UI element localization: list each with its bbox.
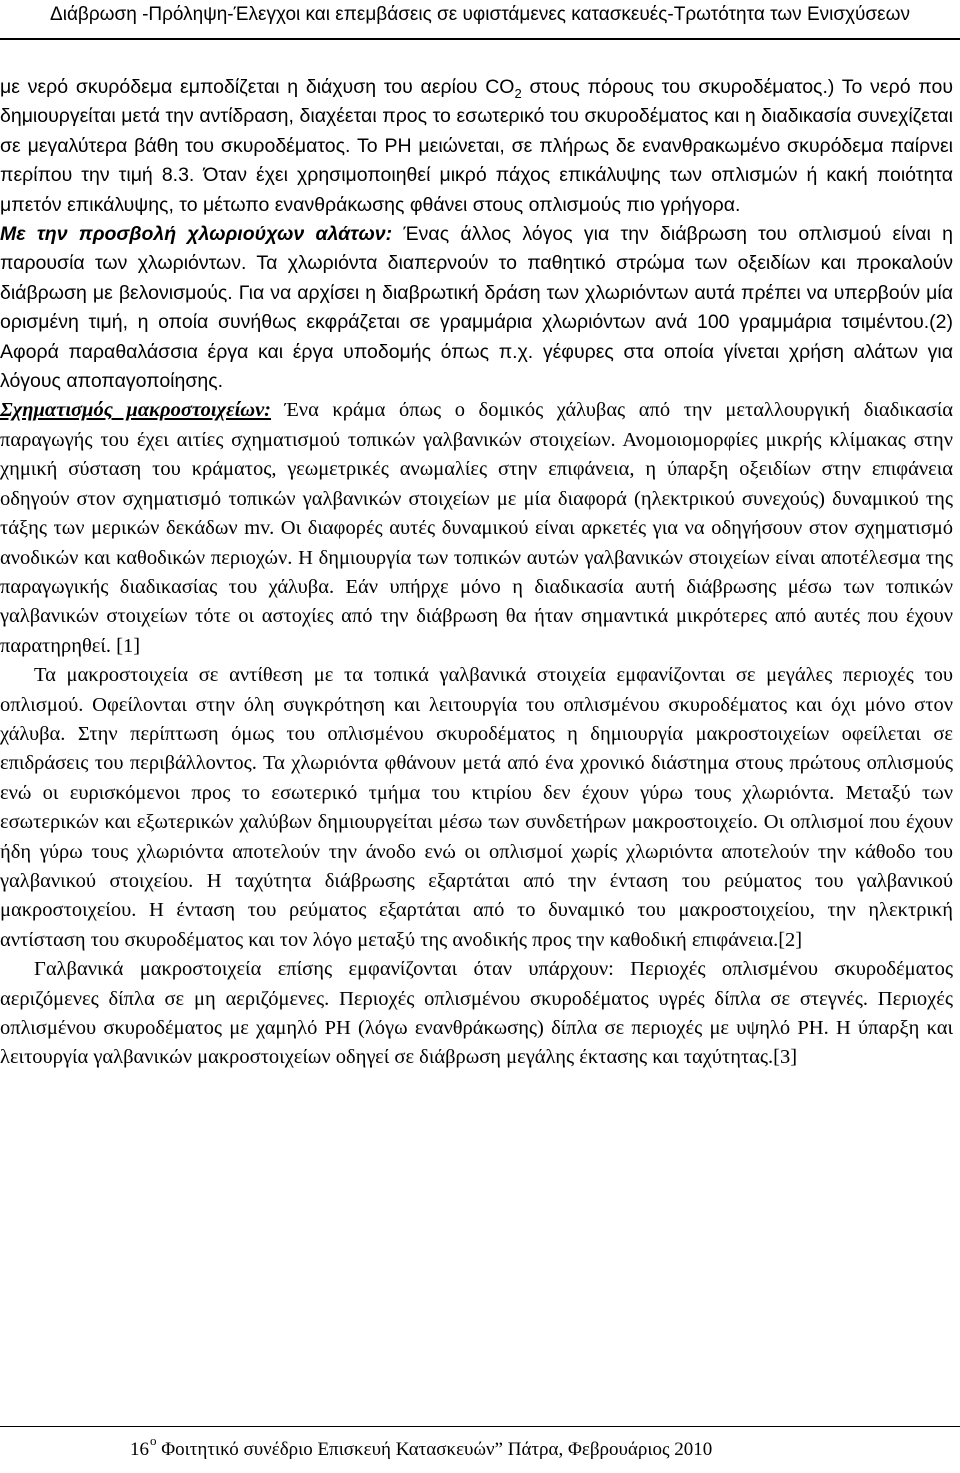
conference-number: 16 [130,1439,149,1460]
macrocells-text: Ένα κράμα όπως ο δομικός χάλυβας από την μεταλλουργική διαδικασία παραγωγής του έχει αιτίες σχηματισμού τοπικών γαλβανικών στοιχείων. Ανομοιομορφίες μικρής κλίμακας στην χημική σύσταση του κράματος, γεωμετρικές ανωμαλίες στην επιφάνεια, η ύπαρξη οξειδίων στην επιφάνεια οδηγούν στον σχηματισμό τοπικών γαλβανικών στοιχείων με μία διαφορά (ηλεκτρικού συνεχούς) δυναμικού της τάξης των μερικών δεκάδων mv. Οι διαφορές αυτές δυναμικού είναι αρκετές για να οδηγήσουν στον σχηματισμό ανοδικών και καθοδικών περιοχών. Η δημιουργία των τοπικών αυτών γαλβανικών στοιχείων είναι αποτέλεσμα της παραγωγικής διαδικασίας του χάλυβα. Εάν υπήρχε μόνο η διαδικασία αυτή διάβρωσης μέσω των τοπικών γαλβανικών στοιχείων τότε οι αστοχίες από την διάβρωση θα ήταν σημαντικά μικρότερες από αυτές που έχουν παρατηρηθεί. [1] [0,399,953,657]
footer-divider [0,1426,960,1427]
chlorides-heading: Με την προσβολή χλωριούχων αλάτων: [0,223,393,246]
ordinal-marker: ο [150,1433,157,1448]
co2-subscript: 2 [514,86,522,101]
carbonation-text-start: με νερό σκυρόδεμα εμποδίζεται η διάχυση του αερίου CO [0,76,515,98]
chlorides-text: Ένας άλλος λόγος για την διάβρωση του οπλισμού είναι η παρουσία των χλωριόντων. Τα χλωριόντα διαπερνούν το παθητικό στρώμα των οξειδίων και προκαλούν διάβρωση με βελονισμούς. Για να αρχίσει η διαβρωτική δράση των χλωριόντων αυτά πρέπει να υπερβούν μία ορισμένη τιμή, η οποία συνήθως εκφράζεται σε γραμμάρια χλωριόντων ανά 100 γραμμάρια τσιμέντου.(2) Αφορά παραθαλάσσια έργα και έργα υποδομής όπως π.χ. γέφυρες στα οποία γίνεται χρήση αλάτων για λόγους αποπαγοποίησης. [0,223,953,393]
header-divider [0,38,960,40]
chlorides-paragraph [0,220,953,396]
document-body [0,73,953,1073]
conference-title: Φοιτητικό συνέδριο Επισκευή Κατασκευών” Πάτρα, Φεβρουάριος 2010 [156,1439,713,1460]
conditions-paragraph: Γαλβανικά μακροστοιχεία επίσης εμφανίζονται όταν υπάρχουν: Περιοχές οπλισμένου σκυροδέματος αεριζόμενες δίπλα σε μη αεριζόμενες. Περιοχές οπλισμένου σκυροδέματος υγρές δίπλα σε στεγνές. Περιοχές οπλισμένου σκυροδέματος με χαμηλό PH (λόγω ενανθράκωσης) δίπλα σε περιοχές με υψηλό PH. Η ύπαρξη και λειτουργία γαλβανικών μακροστοιχείων οδηγεί σε διάβρωση μεγάλης έκτασης και ταχύτητας.[3] [0,958,953,1069]
page-footer [130,1433,830,1464]
carbonation-text-rest: στους πόρους του σκυροδέματος.) Το νερό που δημιουργείται μετά την αντίδραση, διαχέεται προς το εσωτερικό του σκυροδέματος και η διαδικασία συνεχίζεται σε μεγαλύτερα βάθη του σκυροδέματος. Το PH μειώνεται, σε πλήρως δε ενανθρακωμένο σκυρόδεμα παίρνει περίπου την τιμή 8.3. Όταν έχει χρησιμοποιηθεί μικρό πάχος επικάλυψης των οπλισμών ή κακή ποιότητα μπετόν επικάλυψης, το μέτωπο ενανθράκωσης φθάνει στους οπλισμούς πιο γρήγορα. [0,76,953,216]
macrocells-heading: Σχηματισμός μακροστοιχείων: [0,399,272,422]
macrocells-paragraph [0,396,953,661]
macro-vs-local-paragraph: Τα μακροστοιχεία σε αντίθεση με τα τοπικά γαλβανικά στοιχεία εμφανίζονται σε μεγάλες περιοχές του οπλισμού. Οφείλονται στην όλη συγκρότηση και λειτουργία του οπλισμένου σκυροδέματος και όχι μόνο στον χάλυβα. Στην περίπτωση όμως του οπλισμένου σκυροδέματος η δημιουργία μακροστοιχείων οφείλεται σε επιδράσεις του περιβάλλοντος. Τα χλωριόντα φθάνουν μετά από ένα χρονικό διάστημα στους πρώτους οπλισμούς ενώ οι ευρισκόμενοι προς το εσωτερικό τμήμα του κτιρίου δεν έχουν γύρω τους χλωριόντα. Μεταξύ των εσωτερικών και εξωτερικών χαλύβων δημιουργείται μέσω των συνδετήρων μακροστοιχείο. Οι οπλισμοί που έχουν ήδη γύρω τους χλωριόντα αποτελούν την άνοδο ενώ οι οπλισμοί χωρίς χλωριόντα αποτελούν την κάθοδο του γαλβανικού στοιχείου. Η ταχύτητα διάβρωσης εξαρτάται από την ένταση του ρεύματος του γαλβανικού μακροστοιχείου. Η ένταση του ρεύματος εξαρτάται από το δυναμικό του μακροστοιχείου, την ηλεκτρική αντίσταση του σκυροδέματος και τον λόγο μεταξύ της ανοδικής προς την καθοδική επιφάνεια.[2] [0,664,953,951]
running-title: Διάβρωση -Πρόληψη-Έλεγχοι και επεμβάσεις σε υφιστάμενες κατασκευές-Τρωτότητα των Ενισχύσεων [50,4,910,25]
carbonation-paragraph [0,73,953,220]
